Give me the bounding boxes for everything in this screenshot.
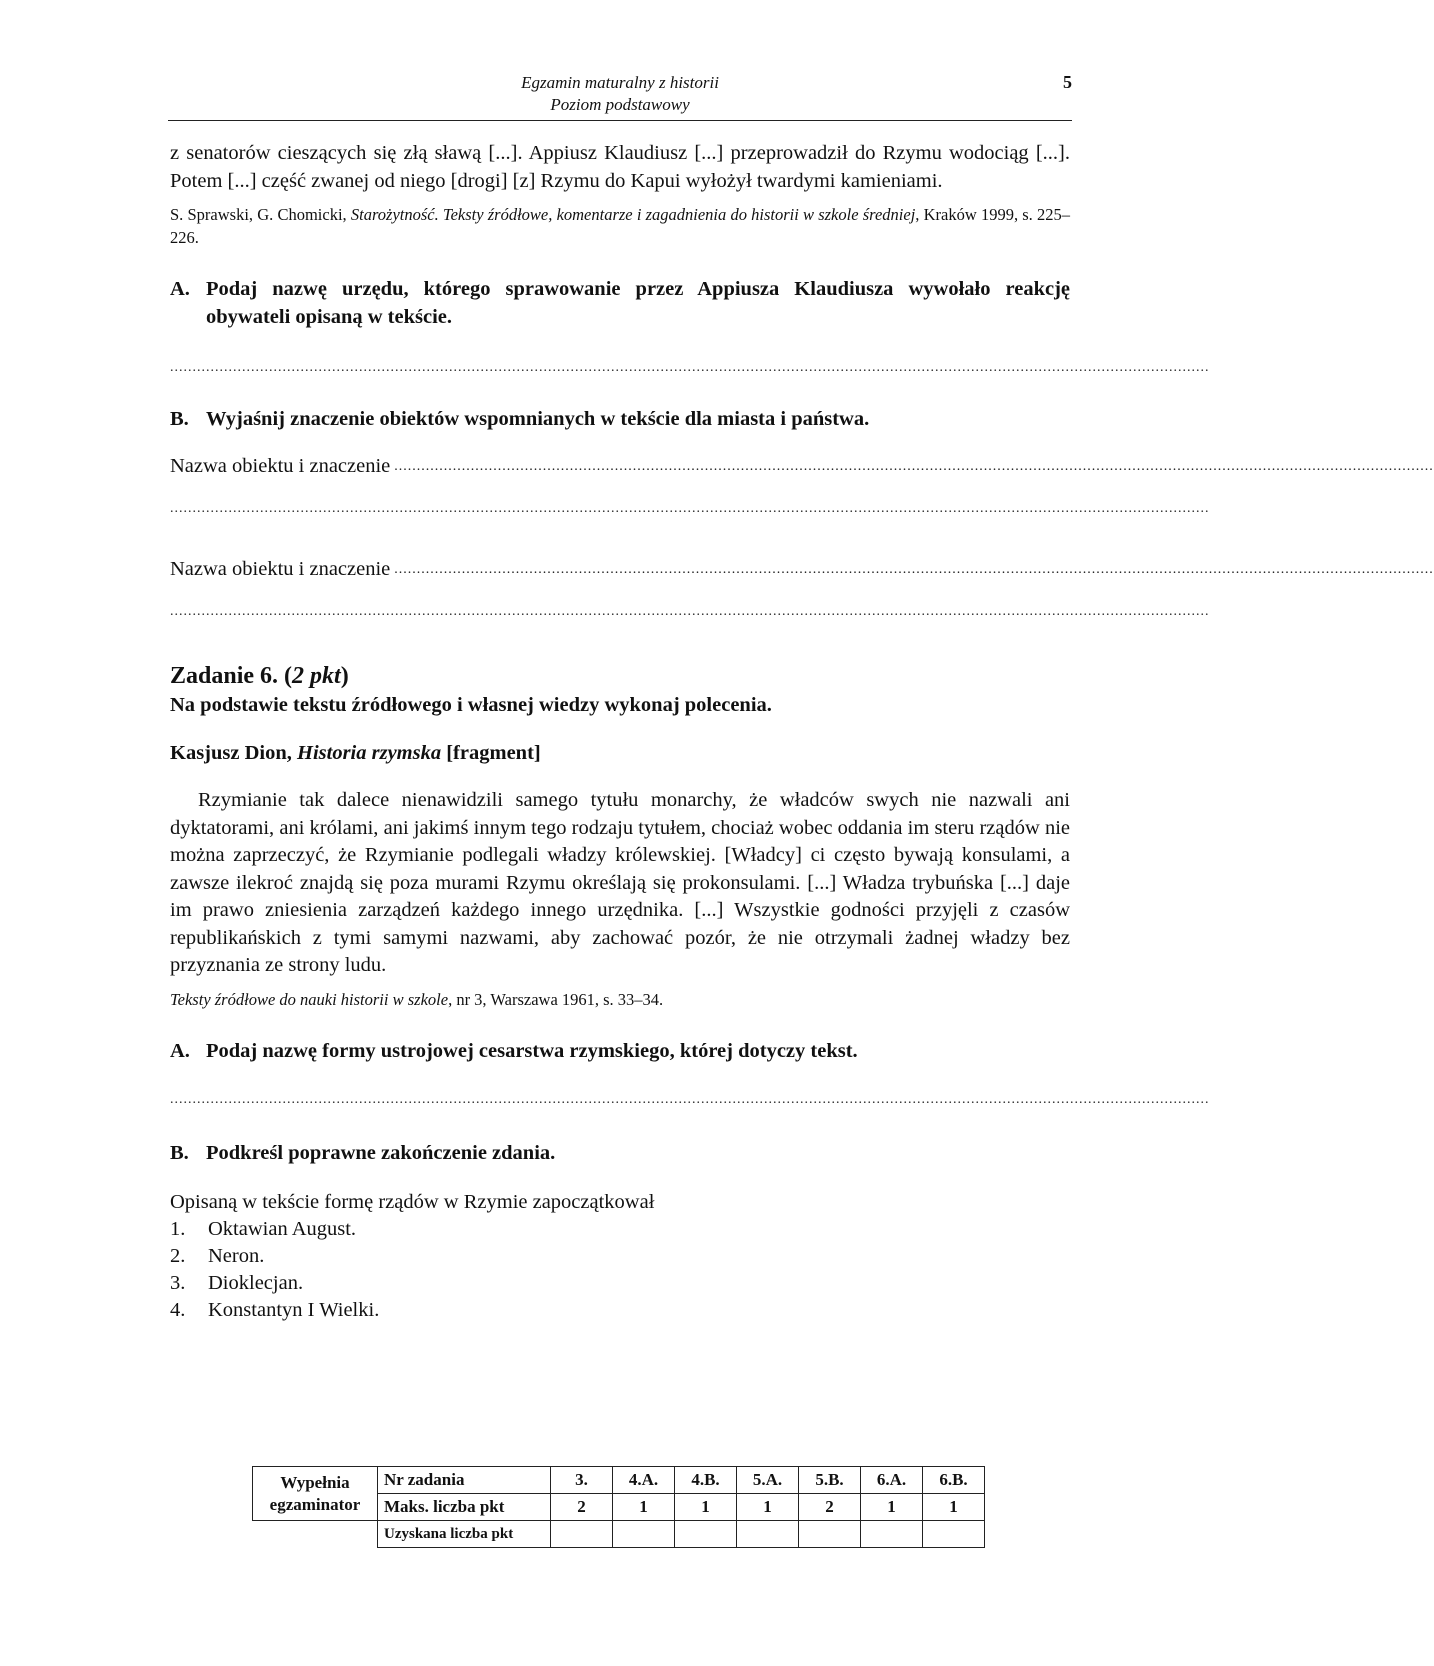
score-table xyxy=(252,1466,985,1548)
option-3-text[interactable]: Dioklecjan. xyxy=(208,1272,304,1294)
obtained-points-cell[interactable] xyxy=(923,1521,985,1548)
answer-line-5a[interactable]: ....................................................................................................................................................................................................................................... xyxy=(170,360,1210,375)
option-2-text[interactable]: Neron. xyxy=(208,1245,265,1267)
task-5a-text: Podaj nazwę urzędu, którego sprawowanie przez Appiusza Klaudiusza wywołało reakcję obywateli opisaną w tekście. xyxy=(206,278,1070,328)
task-6a xyxy=(170,1037,1070,1065)
max-points-cell: 1 xyxy=(737,1494,799,1521)
score-row-obtained-points xyxy=(253,1521,985,1548)
zadanie-6-title xyxy=(170,661,1070,691)
obtained-points-cell[interactable] xyxy=(861,1521,923,1548)
answer-line-5b-2-cont[interactable]: ....................................................................................................................................................................................................................................... xyxy=(170,604,1210,619)
task-6b xyxy=(170,1139,1070,1167)
zadanie-6-title-prefix: Zadanie 6. ( xyxy=(170,663,293,689)
answer-5b-1-label: Nazwa obiektu i znaczenie xyxy=(170,455,391,477)
intro-source-text: z senatorów cieszących się złą sławą [...]. Appiusz Klaudiusz [...] przeprowadził do Rzymu wodociąg [...]. Potem [...] część zwanej od niego [drogi] [z] Rzymu do Kapui wyłożył twardymi kamieniami. xyxy=(170,142,1070,192)
task-6b-sentence: Opisaną w tekście formę rządów w Rzymie zapoczątkował xyxy=(170,1190,655,1213)
option-4-text[interactable]: Konstantyn I Wielki. xyxy=(208,1299,380,1321)
max-points-cell: 2 xyxy=(799,1494,861,1521)
task-5a-label: A. xyxy=(170,278,190,300)
answer-line-5b-2[interactable] xyxy=(170,558,1434,581)
score-row-task-numbers xyxy=(253,1467,985,1494)
empty-corner xyxy=(253,1521,378,1548)
task-6a-label: A. xyxy=(170,1039,190,1062)
obtained-points-cell[interactable] xyxy=(551,1521,613,1548)
page-content xyxy=(170,140,1434,1324)
task-number-cell: 4.B. xyxy=(675,1467,737,1494)
task-number-cell: 3. xyxy=(551,1467,613,1494)
examiner-label xyxy=(253,1467,378,1521)
source-citation-1 xyxy=(170,203,1070,249)
task-5b-label: B. xyxy=(170,408,189,430)
option-3[interactable] xyxy=(170,1270,1070,1297)
fragment-title xyxy=(170,739,1070,767)
obtained-points-cell[interactable] xyxy=(799,1521,861,1548)
task-5b-text: Wyjaśnij znaczenie obiektów wspomnianych w tekście dla miasta i państwa. xyxy=(206,408,870,430)
option-2-num: 2. xyxy=(170,1245,186,1267)
max-points-cell: 1 xyxy=(923,1494,985,1521)
source2-title: Teksty źródłowe do nauki historii w szkole xyxy=(170,989,449,1009)
row-label-max-points: Maks. liczba pkt xyxy=(378,1494,551,1521)
max-points-cell: 2 xyxy=(551,1494,613,1521)
max-points-cell: 1 xyxy=(675,1494,737,1521)
option-1-num: 1. xyxy=(170,1218,186,1240)
task-number-cell: 5.A. xyxy=(737,1467,799,1494)
task-6b-text: Podkreśl poprawne zakończenie zdania. xyxy=(206,1141,556,1164)
task-5b xyxy=(170,405,1070,433)
max-points-cell: 1 xyxy=(861,1494,923,1521)
obtained-points-cell[interactable] xyxy=(613,1521,675,1548)
row-label-task-number: Nr zadania xyxy=(378,1467,551,1494)
source1-title: Starożytność. Teksty źródłowe, komentarze i zagadnienia do historii w szkole średniej xyxy=(350,205,916,224)
option-4-num: 4. xyxy=(170,1299,186,1321)
header-level: Poziom podstawowy xyxy=(550,95,690,114)
page-header xyxy=(168,68,1072,121)
answer-line-6a[interactable]: ....................................................................................................................................................................................................................................... xyxy=(170,1091,1210,1107)
source-citation-2 xyxy=(170,988,1070,1011)
option-4[interactable] xyxy=(170,1297,1070,1324)
task-6a-text: Podaj nazwę formy ustrojowej cesarstwa rzymskiego, której dotyczy tekst. xyxy=(206,1039,858,1062)
obtained-points-cell[interactable] xyxy=(675,1521,737,1548)
option-1[interactable] xyxy=(170,1216,1070,1243)
zadanie-6-title-suffix: ) xyxy=(340,663,349,689)
option-2[interactable] xyxy=(170,1243,1070,1270)
examiner-label-line2: egzaminator xyxy=(269,1494,361,1514)
option-3-num: 3. xyxy=(170,1272,186,1294)
fragment-suffix: [fragment] xyxy=(441,742,541,764)
task-number-cell: 6.A. xyxy=(861,1467,923,1494)
answer-5b-2-label: Nazwa obiektu i znaczenie xyxy=(170,558,391,580)
fragment-work-title: Historia rzymska xyxy=(297,742,442,764)
obtained-points-cell[interactable] xyxy=(737,1521,799,1548)
zadanie-6-points: 2 pkt xyxy=(292,663,341,689)
answer-line-5b-1-cont[interactable]: ....................................................................................................................................................................................................................................... xyxy=(170,501,1210,516)
source1-authors: S. Sprawski, G. Chomicki, xyxy=(170,205,351,224)
zadanie-6-instruction: Na podstawie tekstu źródłowego i własnej wiedzy wykonaj polecenia. xyxy=(170,694,772,716)
task-number-cell: 6.B. xyxy=(923,1467,985,1494)
source1-rest: , Kraków 1999, s. 225–226. xyxy=(170,205,1070,247)
page-number: 5 xyxy=(1063,72,1072,92)
answer-5b-1-dots: ....................................................................................................................................................................................................................................... xyxy=(394,459,1434,474)
answer-line-5b-1[interactable] xyxy=(170,455,1434,478)
max-points-cell: 1 xyxy=(613,1494,675,1521)
task-number-cell: 5.B. xyxy=(799,1467,861,1494)
task-6b-label: B. xyxy=(170,1141,189,1164)
task-number-cell: 4.A. xyxy=(613,1467,675,1494)
task-6b-options xyxy=(170,1216,1070,1324)
source2-rest: , nr 3, Warszawa 1961, s. 33–34. xyxy=(448,989,664,1009)
option-1-text[interactable]: Oktawian August. xyxy=(208,1218,357,1240)
row-label-obtained-points: Uzyskana liczba pkt xyxy=(378,1521,551,1548)
task-5a xyxy=(170,275,1070,331)
answer-5b-2-dots: ....................................................................................................................................................................................................................................... xyxy=(394,562,1434,577)
header-exam-title: Egzamin maturalny z historii xyxy=(521,73,719,92)
zadanie-6-source-text: Rzymianie tak dalece nienawidzili samego tytułu monarchy, że władców swych nie nazwali ani dyktatorami, ani królami, ani jakimś innym tego rodzaju tytułem, chociaż wobec oddania im steru rządów nie można zaprzeczyć, że Rzymianie podlegali władzy królewskiej. [Władcy] ci często bywają konsulami, a zawsze ilekroć znajdą się poza murami Rzymu określają się prokonsulami. [...] Władza trybuńska [...] daje im prawo zniesienia zarządzeń każdego innego urzędnika. [...] Wszystkie godności przyjęli z czasów republikańskich z tymi samymi nazwami, aby zachować pozór, że nie otrzymali żadnej władzy bez przyznania ze strony ludu. xyxy=(170,789,1070,976)
fragment-author: Kasjusz Dion, xyxy=(170,742,298,764)
examiner-label-line1: Wypełnia xyxy=(280,1472,350,1492)
